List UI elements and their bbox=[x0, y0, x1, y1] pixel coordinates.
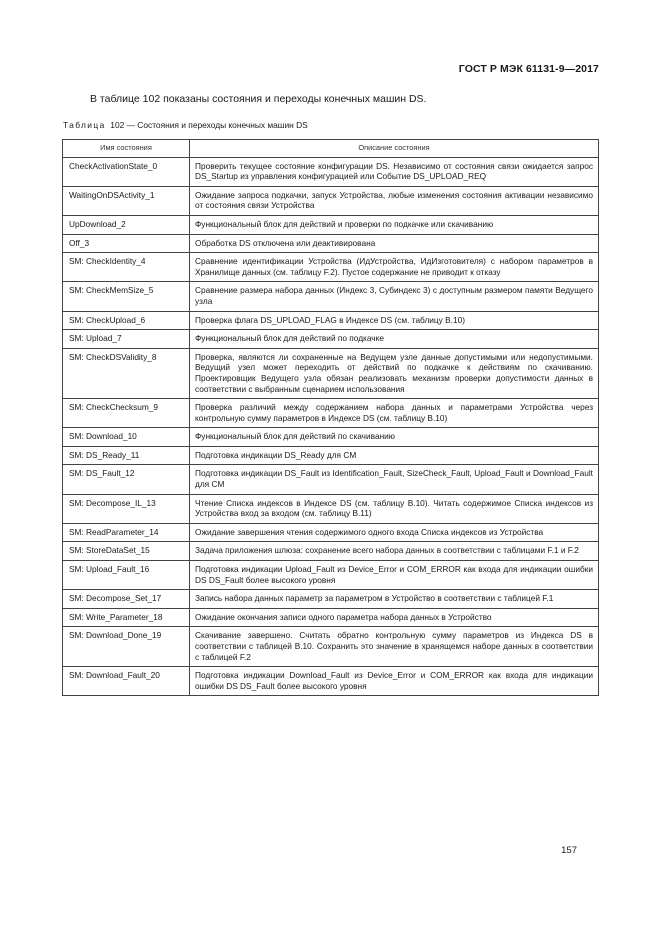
state-description-cell: Сравнение размера набора данных (Индекс 3, Субиндекс 3) с доступным размером памяти Ведущего узла bbox=[190, 282, 599, 311]
state-name-cell: SM: Download_Done_19 bbox=[63, 627, 190, 667]
table-row bbox=[63, 215, 599, 234]
page-number: 157 bbox=[561, 845, 577, 856]
state-name-cell: SM: Decompose_IL_13 bbox=[63, 494, 190, 523]
state-name-cell: SM: Upload_Fault_16 bbox=[63, 561, 190, 590]
state-name-cell: SM: DS_Ready_11 bbox=[63, 446, 190, 465]
state-name-cell: SM: Upload_7 bbox=[63, 330, 190, 349]
state-name-cell: SM: CheckUpload_6 bbox=[63, 311, 190, 330]
table-row bbox=[63, 561, 599, 590]
table-row bbox=[63, 253, 599, 282]
table-row bbox=[63, 446, 599, 465]
state-description-cell: Проверить текущее состояние конфигурации DS. Независимо от состояния связи ожидается запрос DS_Startup из управления конфигурацией или Событие DS_UPLOAD_REQ bbox=[190, 157, 599, 186]
state-description-cell: Скачивание завершено. Считать обратно контрольную сумму параметров из Индекса DS в соответствии с таблицей В.10. Сохранить это значение в хранящемся наборе данных в соответствии с таблицей F.2 bbox=[190, 627, 599, 667]
state-description-cell: Функциональный блок для действий по подкачке bbox=[190, 330, 599, 349]
column-header-state-name: Имя состояния bbox=[63, 140, 190, 158]
state-name-cell: SM: Decompose_Set_17 bbox=[63, 590, 190, 609]
state-name-cell: Off_3 bbox=[63, 234, 190, 253]
state-name-cell: CheckActivationState_0 bbox=[63, 157, 190, 186]
state-name-cell: SM: Download_10 bbox=[63, 428, 190, 447]
state-description-cell: Проверка флага DS_UPLOAD_FLAG в Индексе DS (см. таблицу В.10) bbox=[190, 311, 599, 330]
state-description-cell: Функциональный блок для действий и проверки по подкачке или скачиванию bbox=[190, 215, 599, 234]
table-row bbox=[63, 186, 599, 215]
table-row bbox=[63, 348, 599, 398]
table-caption bbox=[63, 120, 308, 130]
table-row bbox=[63, 428, 599, 447]
table-row bbox=[63, 234, 599, 253]
state-description-cell: Функциональный блок для действий по скачиванию bbox=[190, 428, 599, 447]
state-name-cell: SM: StoreDataSet_15 bbox=[63, 542, 190, 561]
state-description-cell: Подготовка индикации DS_Fault из Identification_Fault, SizeCheck_Fault, Upload_Fault и Download_Fault для CM bbox=[190, 465, 599, 494]
table-row bbox=[63, 627, 599, 667]
table-row bbox=[63, 311, 599, 330]
state-name-cell: SM: CheckChecksum_9 bbox=[63, 399, 190, 428]
state-description-cell: Подготовка индикации Upload_Fault из Device_Error и COM_ERROR как входа для индикации ошибки DS DS_Fault более высокого уровня bbox=[190, 561, 599, 590]
state-name-cell: SM: ReadParameter_14 bbox=[63, 523, 190, 542]
state-name-cell: SM: DS_Fault_12 bbox=[63, 465, 190, 494]
table-caption-label: Таблица bbox=[63, 120, 106, 130]
state-description-cell: Подготовка индикации Download_Fault из Device_Error и COM_ERROR как входа для индикации ошибки DS DS_Fault более высокого уровня bbox=[190, 667, 599, 696]
state-description-cell: Ожидание завершения чтения содержимого одного входа Списка индексов из Устройства bbox=[190, 523, 599, 542]
state-name-cell: WaitingOnDSActivity_1 bbox=[63, 186, 190, 215]
state-description-cell: Проверка различий между содержанием набора данных и параметрами Устройства через контрольную сумму параметров в Индексе DS (см. таблицу В.10) bbox=[190, 399, 599, 428]
table-row bbox=[63, 157, 599, 186]
state-description-cell: Ожидание окончания записи одного параметра набора данных в Устройство bbox=[190, 608, 599, 627]
table-row bbox=[63, 542, 599, 561]
table-row bbox=[63, 330, 599, 349]
table-row bbox=[63, 608, 599, 627]
table-row bbox=[63, 465, 599, 494]
table-row bbox=[63, 399, 599, 428]
state-name-cell: SM: Download_Fault_20 bbox=[63, 667, 190, 696]
table-caption-title: 102 — Состояния и переходы конечных машин DS bbox=[110, 120, 308, 130]
state-name-cell: SM: Write_Parameter_18 bbox=[63, 608, 190, 627]
table-header-row bbox=[63, 140, 599, 158]
state-description-cell: Подготовка индикации DS_Ready для CM bbox=[190, 446, 599, 465]
table-row bbox=[63, 494, 599, 523]
table-body bbox=[63, 157, 599, 696]
table-row bbox=[63, 523, 599, 542]
state-description-cell: Запись набора данных параметр за параметром в Устройство в соответствии с таблицей F.1 bbox=[190, 590, 599, 609]
state-description-cell: Задача приложения шлюза: сохранение всего набора данных в соответствии с таблицами F.1 и F.2 bbox=[190, 542, 599, 561]
state-name-cell: SM: CheckMemSize_5 bbox=[63, 282, 190, 311]
column-header-state-description: Описание состояния bbox=[190, 140, 599, 158]
table-row bbox=[63, 282, 599, 311]
state-name-cell: SM: CheckDSValidity_8 bbox=[63, 348, 190, 398]
state-description-cell: Проверка, являются ли сохраненные на Ведущем узле данные допустимыми или недопустимыми. Ведущий узел может переходить от действий по подкачке к действиям по скачиванию. Проектировщик Ведущего узла обязан реализовать механизм проверки допустимости данных в соответствии с выбранным сценарием использования bbox=[190, 348, 599, 398]
intro-paragraph: В таблице 102 показаны состояния и переходы конечных машин DS. bbox=[90, 93, 427, 105]
state-description-cell: Ожидание запроса подкачки, запуск Устройства, любые изменения состояния активации независимо от состояния связи Устройства bbox=[190, 186, 599, 215]
state-name-cell: UpDownload_2 bbox=[63, 215, 190, 234]
states-table bbox=[62, 139, 599, 696]
table-row bbox=[63, 590, 599, 609]
table-row bbox=[63, 667, 599, 696]
document-header: ГОСТ Р МЭК 61131-9—2017 bbox=[458, 63, 599, 75]
state-description-cell: Сравнение идентификации Устройства (ИдУстройства, ИдИзготовителя) с набором параметров в Хранилище данных (см. таблицу F.2). Пустое содержание не приводит к отказу bbox=[190, 253, 599, 282]
state-description-cell: Обработка DS отключена или деактивирована bbox=[190, 234, 599, 253]
state-description-cell: Чтение Списка индексов в Индексе DS (см. таблицу В.10). Читать содержимое Списка индексов из Устройства вход за входом (см. таблицу В.11) bbox=[190, 494, 599, 523]
state-name-cell: SM: CheckIdentity_4 bbox=[63, 253, 190, 282]
